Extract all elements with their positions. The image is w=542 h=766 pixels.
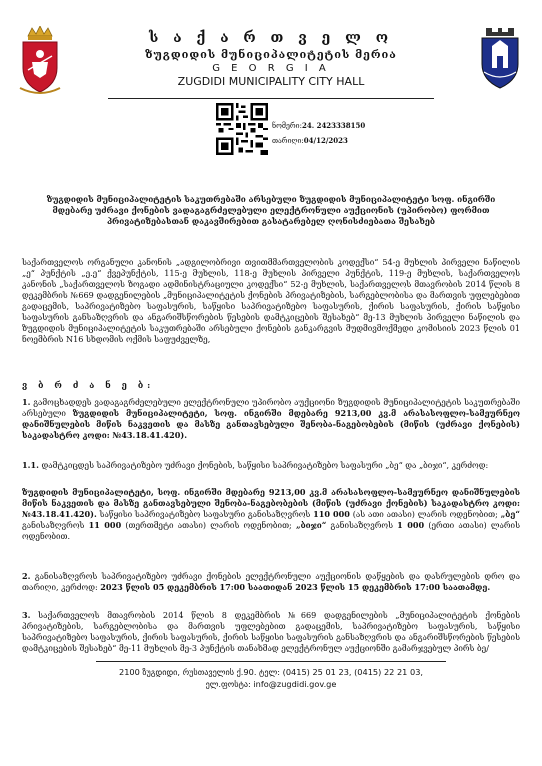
deposit-label: „ბე“ bbox=[500, 509, 520, 519]
footer-email: ელ.ფოსტა: info@zugdidi.gov.ge bbox=[205, 679, 337, 689]
clause-1-number: 1. bbox=[22, 397, 31, 407]
clause-1-1 bbox=[22, 460, 520, 471]
registration-number bbox=[272, 121, 365, 130]
clause-2-number: 2. bbox=[22, 571, 31, 581]
pricing-property: ზუგდიდის მუნიციპალიტეტი, სოფ. ინგირში მდებარე 9213,00 კვ.მ არასასოფლო-სამეურნეო დანიშნულების მიწის ნაკვეთის და მასზე განთავსებული შენობა-ნაგებობების (მიწის (უძრავი ქონების) საკადასტრო კოდი: №43.18.41.420). bbox=[22, 487, 520, 519]
intro-paragraph: საქართველოს ორგანული კანონის „ადგილობრივი თვითმმართველობის კოდექსი“ 54-ე მუხლის პირველი ნაწილის „ე“ პუნქტის „ე.ე“ ქვეპუნქტის, 115-ე მუხლის, 118-ე მუხლის პირველი პუნქტის, 119-ე მუხლის, საქართველოს კანონის „საქართველოს ზოგადი ადმინისტრაციული კოდექსი“ 52-ე მუხლის, საქართველოს მთავრობის 2014 წლის 8 დეკემბრის №669 დადგენილების „მუნიციპალიტეტის ქონების პრივატიზების, სარგებლობისა და მართვის უფლებებით გადაცემის, საპრივატიზებო საფასურის, საწყისი საპრივატიზებო საფასურის, ქირის საფასურის, ქირის საწყისი საფასურის განსაზღვრის და ანგარიშსწორების წესების დამტკიცების შესახებ“ მე-13 მუხლის პირველი ნაწილის და ზუგდიდის მუნიციპალიტეტის საკუთრებაში არსებული ქონების განკარგვის მუდმივმოქმედი კომისიის 2023 წლის 01 ნოემბრის N16 სხდომის ოქმის საფუძველზე, bbox=[22, 257, 520, 344]
bid-step-label: „ბიჯი“ bbox=[295, 520, 327, 530]
footer-divider bbox=[96, 661, 446, 662]
starting-price: 110 000 bbox=[313, 509, 350, 519]
pricing-text-2: (ას ათი ათასი) ლარის ოდენობით; bbox=[349, 509, 501, 519]
registration-date bbox=[272, 136, 348, 145]
country-name-english: G E O R G I A bbox=[212, 63, 330, 74]
registration-date-value: 04/12/2023 bbox=[303, 136, 348, 145]
clause-3-number: 3. bbox=[22, 610, 31, 620]
city-hall-name-georgian: ზუგდიდის მუნიციპალიტეტის მერია bbox=[145, 48, 397, 61]
pricing-text-5: განისაზღვროს bbox=[326, 520, 398, 530]
clause-2 bbox=[22, 571, 520, 593]
city-hall-name-english: ZUGDIDI MUNICIPALITY CITY HALL bbox=[177, 75, 365, 88]
bid-step-amount: 1 000 bbox=[397, 520, 425, 530]
registration-number-value: 24. 2423338150 bbox=[301, 121, 366, 130]
clause-1 bbox=[22, 397, 520, 441]
auction-period: 2023 წლის 05 დეკემბრის 17:00 საათიდან 2023 წლის 15 დეკემბრის 17:00 საათამდე. bbox=[100, 582, 491, 592]
deposit-amount: 11 000 bbox=[88, 520, 122, 530]
header-divider bbox=[108, 98, 434, 99]
georgia-coat-of-arms-icon bbox=[18, 26, 62, 98]
pricing-text-1: საწყისი საპრივატიზებო საფასური განისაზღვროს bbox=[96, 509, 314, 519]
clause-2-text: განისაზღვროს საპრივატიზებო უძრავი ქონების ელექტრონული აუქციონის დაწყების და დასრულების დრო და თარიღი, კერძოდ: bbox=[22, 571, 520, 592]
decision-heading: ვ ბ რ ძ ა ნ ე ბ: bbox=[22, 381, 155, 391]
clause-1-1-number: 1.1. bbox=[22, 460, 39, 470]
zugdidi-city-emblem-icon bbox=[478, 24, 522, 90]
registration-date-label: თარიღი: bbox=[272, 137, 304, 145]
country-name-georgian: ს ა ქ ა რ თ ვ ე ლ ო bbox=[149, 30, 393, 46]
clause-1-property: ზუგდიდის მუნიციპალიტეტი, სოფ. ინგირში მდებარე 9213,00 კვ.მ არასასოფლო-სამეურნეო დანიშნულების მიწის ნაკვეთის და მასზე განთავსებული შენობა-ნაგებობების (მიწის (უძრავი ქონების) საკადასტრო კოდი: №43.18.41.420). bbox=[22, 408, 521, 440]
order-title: ზუგდიდის მუნიციპალიტეტის საკუთრებაში არსებული ზუგდიდის მუნიციპალიტეტი სოფ. ინგირში მდებარე უძრავი ქონების ვადაგაგრძელებული ელექტრონული აუქციონის (უპირობო) ფორმით პრივატიზებასთან დაკავშირებით გასატარებელ ღონისძიებათა შესახებ bbox=[46, 194, 496, 226]
footer bbox=[60, 666, 482, 690]
pricing-text-4: (თერთმეტი ათასი) ლარის ოდენობით; bbox=[121, 520, 296, 530]
qr-code-icon bbox=[216, 103, 268, 155]
clause-1-text: გამოცხადდეს ვადაგაგრძელებული ელექტრონული უპირობო აუქციონი ზუგდიდის მუნიციპალიტეტის საკუთრებაში არსებული bbox=[22, 397, 520, 418]
clause-pricing bbox=[22, 487, 520, 542]
pricing-text-3: განისაზღვროს bbox=[22, 520, 89, 530]
footer-address: 2100 ზუგდიდი, რუსთაველის ქ.90. ტელ: (0415) 25 01 23, (0415) 22 21 03, bbox=[118, 667, 424, 677]
clause-3 bbox=[22, 610, 520, 654]
clause-3-text: საქართველოს მთავრობის 2014 წლის 8 დეკემბრის №669 დადგენილების „მუნიციპალიტეტის ქონების პრივატიზების, სარგებლობისა და მართვის უფლებებით გადაცემის, საპრივატიზებო საფასურის, საწყისი საპრივატიზებო საფასურის, ქირის საფასურის, ქირის საწყისი საფასურის განსაზღვრის და ანგარიშსწორების წესების დამტკიცების შესახებ“ მე-11 მუხლის მე-3 პუნქტის თანახმად ელექტრონულ აუქციონში გამარჯვებულ პირს ბე/ bbox=[22, 610, 520, 653]
registration-number-label: ნომერი: bbox=[272, 122, 302, 130]
clause-1-1-text: დამტკიცდეს საპრივატიზებო უძრავი ქონების, საწყისი საპრივატიზებო საფასური „ბე“ და „ბიჯი“, კერძოდ: bbox=[38, 460, 489, 470]
pricing-text-6: (ერთი ათასი) ლარის ოდენობით. bbox=[22, 520, 520, 541]
